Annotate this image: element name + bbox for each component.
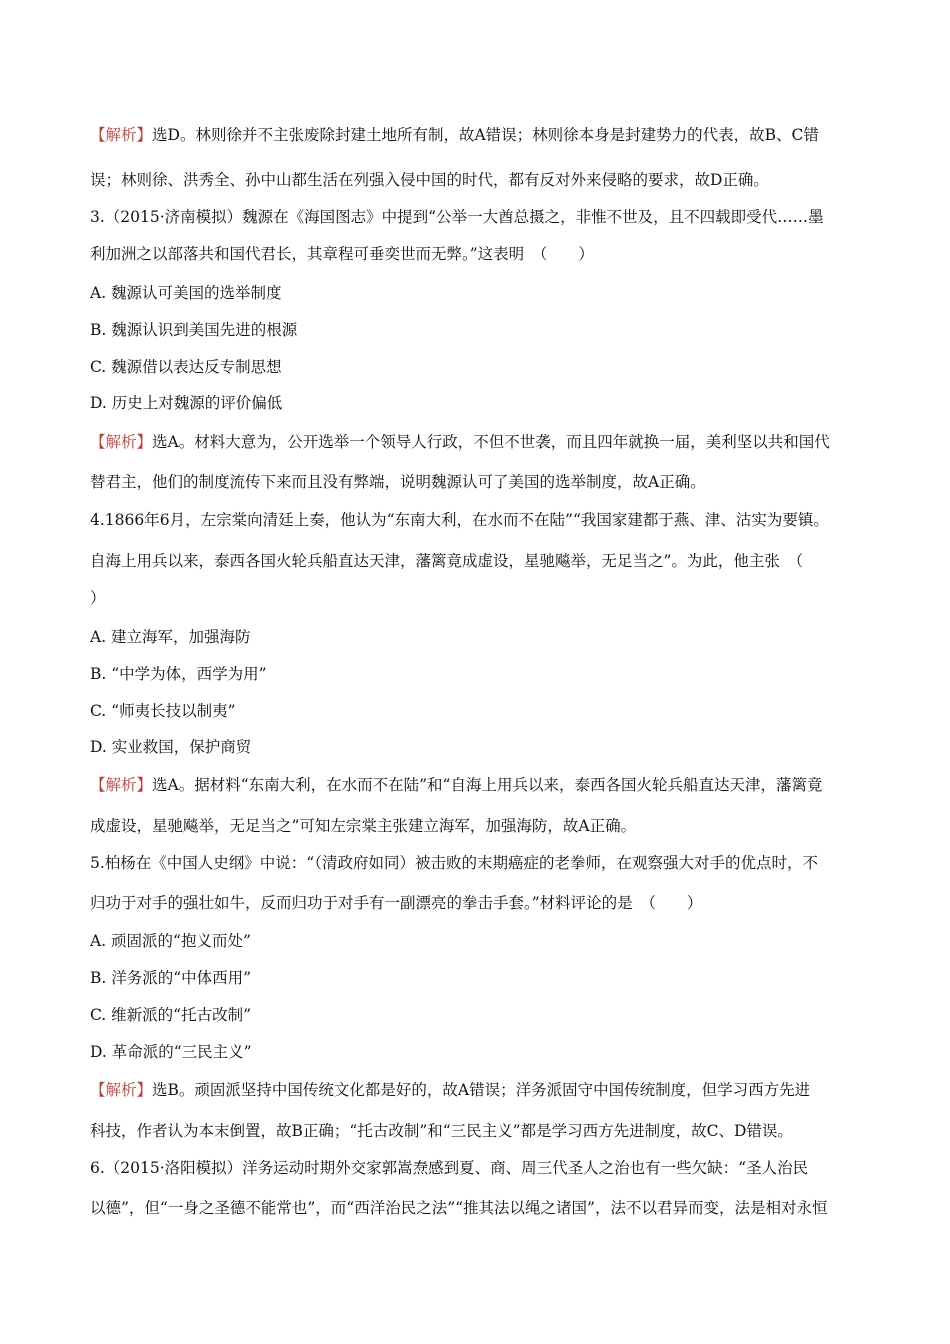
question-6-line: 6.（2015·洛阳模拟）洋务运动时期外交家郭嵩焘感到夏、商、周三代圣人之治也有一些欠缺：“圣人治民 <box>90 1159 809 1177</box>
analysis-tag: 【解析】 <box>90 1081 153 1099</box>
option-c: C. 魏源借以表达反专制思想 <box>90 358 282 376</box>
analysis-tag: 【解析】 <box>90 433 153 451</box>
analysis-line: 【解析】选A。据材料“东南大利，在水而不在陆”和“自海上用兵以来，泰西各国火轮兵船直达天津，藩篱竟 <box>90 776 823 794</box>
analysis-line: 替君主，他们的制度流传下来而且没有弊端，说明魏源认可了美国的选举制度，故A正确。 <box>90 473 706 491</box>
option-a: A. 魏源认可美国的选举制度 <box>90 284 282 302</box>
analysis-tag: 【解析】 <box>90 776 153 794</box>
option-d: D. 实业救国，保护商贸 <box>90 738 252 756</box>
analysis-line: 【解析】选A。材料大意为，公开选举一个领导人行政，不但不世袭，而且四年就换一届，美利坚以共和国代 <box>90 433 830 451</box>
question-6-line: 以德”，但“一身之圣德不能常也”，而“西洋治民之法”“推其法以绳之诸国”，法不以君异而变，法是相对永恒 <box>90 1199 828 1217</box>
option-d: D. 历史上对魏源的评价偏低 <box>90 394 283 412</box>
question-4-line: ） <box>90 589 106 607</box>
question-4-line: 4.1866年6月，左宗棠向清廷上奏，他认为“东南大利，在水而不在陆”“我国家建都于燕、津、沽实为要镇。 <box>90 511 829 529</box>
question-5-line: 5.柏杨在《中国人史纲》中说：“（清政府如同）被击败的末期癌症的老拳师，在观察强大对手的优点时，不 <box>90 854 818 872</box>
question-3-line: 3.（2015·济南模拟）魏源在《海国图志》中提到“公举一大酋总摄之，非惟不世及，且不四载即受代……墨 <box>90 208 824 226</box>
option-a: A. 顽固派的“抱义而处” <box>90 932 251 950</box>
question-4-line: 自海上用兵以来，泰西各国火轮兵船直达天津，藩篱竟成虚设，星驰飚举，无足当之”。为此，他主张 （ <box>90 552 804 570</box>
analysis-line: 误；林则徐、洪秀全、孙中山都生活在列强入侵中国的时代，都有反对外来侵略的要求，故D正确。 <box>90 171 769 189</box>
option-a: A. 建立海军，加强海防 <box>90 628 251 646</box>
option-c: C. 维新派的“托古改制” <box>90 1006 252 1024</box>
option-b: B. 洋务派的“中体西用” <box>90 969 252 987</box>
option-c: C. “师夷长技以制夷” <box>90 702 236 720</box>
question-3-line: 利加洲之以部落共和国代君长，其章程可垂奕世而无弊。”这表明 （ ） <box>90 245 594 263</box>
analysis-line: 【解析】选B。顽固派坚持中国传统文化都是好的，故A错误；洋务派固守中国传统制度，但学习西方先进 <box>90 1081 811 1099</box>
option-b: B. 魏源认识到美国先进的根源 <box>90 321 298 339</box>
option-b: B. “中学为体，西学为用” <box>90 665 267 683</box>
option-d: D. 革命派的“三民主义” <box>90 1043 252 1061</box>
analysis-line: 科技，作者认为本末倒置，故B正确；“托古改制”和“三民主义”都是学习西方先进制度，故C、D错误。 <box>90 1122 793 1140</box>
question-5-line: 归功于对手的强壮如牛，反而归功于对手有一副漂亮的拳击手套。”材料评论的是 （ ） <box>90 894 703 912</box>
analysis-tag: 【解析】 <box>90 126 153 144</box>
analysis-line: 【解析】选D。林则徐并不主张废除封建土地所有制，故A错误；林则徐本身是封建势力的代表，故B、C错 <box>90 126 819 144</box>
analysis-line: 成虚设，星驰飚举，无足当之”可知左宗棠主张建立海军，加强海防，故A正确。 <box>90 817 637 835</box>
